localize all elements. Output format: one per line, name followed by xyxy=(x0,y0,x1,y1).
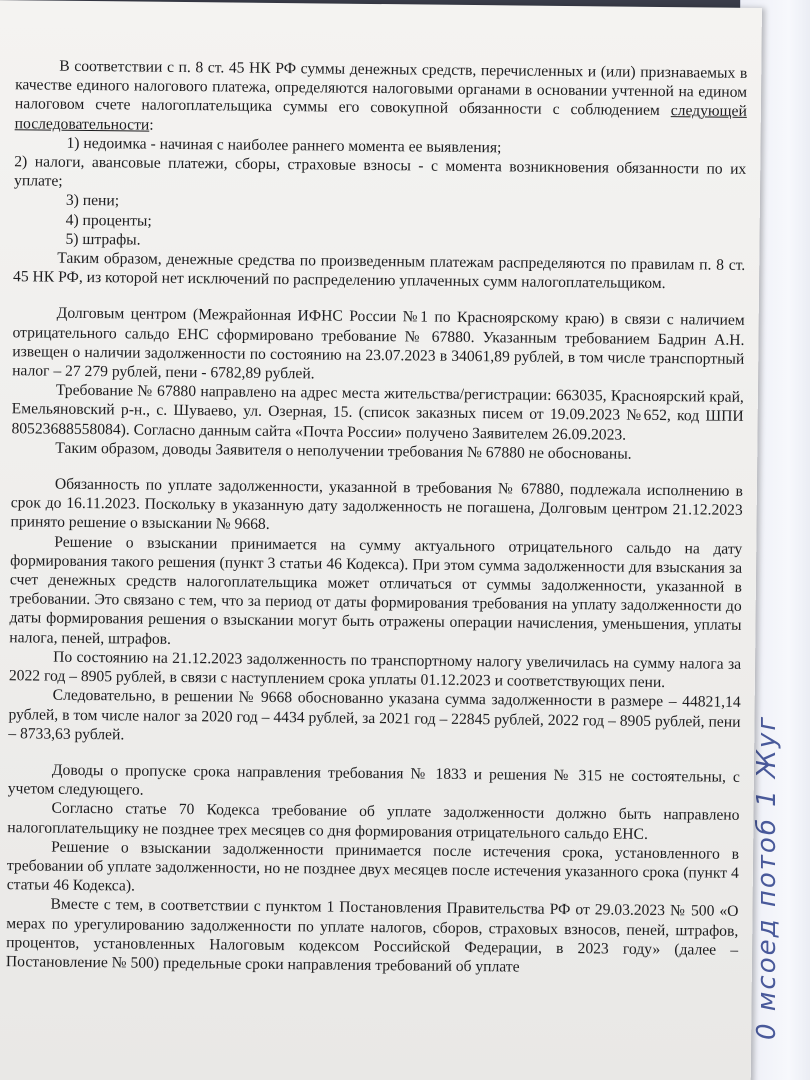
paragraph: Таким образом, доводы Заявителя о неполучении требования № 67880 не обоснованы. xyxy=(55,439,632,463)
paragraph: Доводы о пропуске срока направления требования № 1833 и решения № 315 не состоятельны, с учетом следующего. xyxy=(7,761,740,799)
list-item: 5) штрафы. xyxy=(65,230,141,249)
underlined-phrase: следующей последовательности xyxy=(14,102,747,134)
paragraph: Таким образом, денежные средства по произведенным платежам распределяются по правилам п. 8 ст. 45 НК РФ, из которой нет исключений по распределению уплаченных сумм налогоплательщиком. xyxy=(13,249,746,293)
paragraph: Следовательно, в решении № 9668 обоснованно указана сумма задолженности в размере – 44821,14 рублей, в том числе налог за 2020 год – 4434 рублей, за 2021 год – 22845 рублей, 2022 год – 8905 рублей, пени – 8733,63 рублей. xyxy=(8,686,741,744)
list-item: 2) налоги, авансовые платежи, сборы, страховые взносы - с момента возникновения обязанности по их уплате; xyxy=(14,153,747,190)
paragraph: Требование № 67880 направлено на адрес места жительства/регистрации: 663035, Красноярский край, Емельяновский р-н., с. Шуваево, ул. Озерная, 15. (список заказных писем от 19.09.2023 №652, код ШПИ 80523688558084). Согласно данным сайта «Почта России» получено Заявителем 26.09.2023. xyxy=(11,381,744,444)
paragraph-ens-rule: В соответствии с п. 8 ст. 45 НК РФ суммы денежных средств, перечисленных и (или) признаваемых в качестве единого налогового платежа, определяются налоговыми органами в основании учтенной на едином налоговом счете налогоплательщика суммы его совокупной обязанности с соблюдением следующей последовательности: xyxy=(14,57,748,134)
list-item: 1) недоимка - начиная с наиболее раннего момента ее выявления; xyxy=(66,134,502,157)
list-item: 4) проценты; xyxy=(65,211,152,230)
paragraph: Обязанность по уплате задолженности, указанной в требования № 67880, подлежала исполнению в срок до 16.11.2023. Поскольку в указанную дату задолженность не погашена, Долговым центром 21.12.2023 принято решение о взыскании № 9668. xyxy=(10,475,743,534)
paragraph: Долговым центром (Межрайонная ИФНС России №1 по Красноярскому краю) в связи с наличием отрицательного сальдо ЕНС сформировано требование № 67880. Указанным требованием Бадрин А.Н. извещен о наличии задолженности по состоянию на 23.07.2023 в 34061,89 рублей, в том числе транспортный налог – 27 279 рублей, пени - 6782,89 рублей. xyxy=(12,305,745,383)
list-item: 3) пени; xyxy=(65,192,120,210)
margin-handwriting: 0 мсоед потоб 1 Жуг xyxy=(752,715,782,1040)
paragraph: Согласно статье 70 Кодекса требование об уплате задолженности должно быть направлено налогоплательщику не позднее трех месяцев со дня формирования отрицательного сальдо ЕНС. xyxy=(7,799,740,843)
paragraph: По состоянию на 21.12.2023 задолженность по транспортному налогу увеличилась на сумму налога за 2022 год – 8905 рублей, в связи с наступлением срока уплаты 01.12.2023 и соответствующих пени. xyxy=(8,648,742,692)
paragraph: Решение о взыскании задолженности принимается после истечения срока, установленного в требовании об уплате задолженности, но не позднее двух месяцев после истечения указанного срока (пункт 4 статьи 46 Кодекса). xyxy=(6,838,740,895)
paragraph: Вместе с тем, в соответствии с пунктом 1 Постановления Правительства РФ от 29.03.2023 № 500 «О мерах по урегулированию задолженности по уплате налогов, сборов, страховых взносов, пеней, штрафов, процентов, установленных Налоговым кодексом Российской Федерации, в 2023 году» (далее – Постановление № 500) предельные сроки направления требований об уплате xyxy=(5,895,739,976)
document-body xyxy=(6,56,748,979)
paragraph: Решение о взыскании принимается на сумму актуального отрицательного сальдо на дату формирования такого решения (пункт 3 статьи 46 Кодекса). При этом сумма задолженности для взыскания за счет денежных средств налогоплательщика может отличаться от суммы задолженности, указанной в требовании. Это связано с тем, что за период от даты формирования требования на уплату задолженности до даты формирования решения о взыскании могут быть отражены операции начисления, уменьшения, уплаты налога, пеней, штрафов. xyxy=(9,533,743,648)
